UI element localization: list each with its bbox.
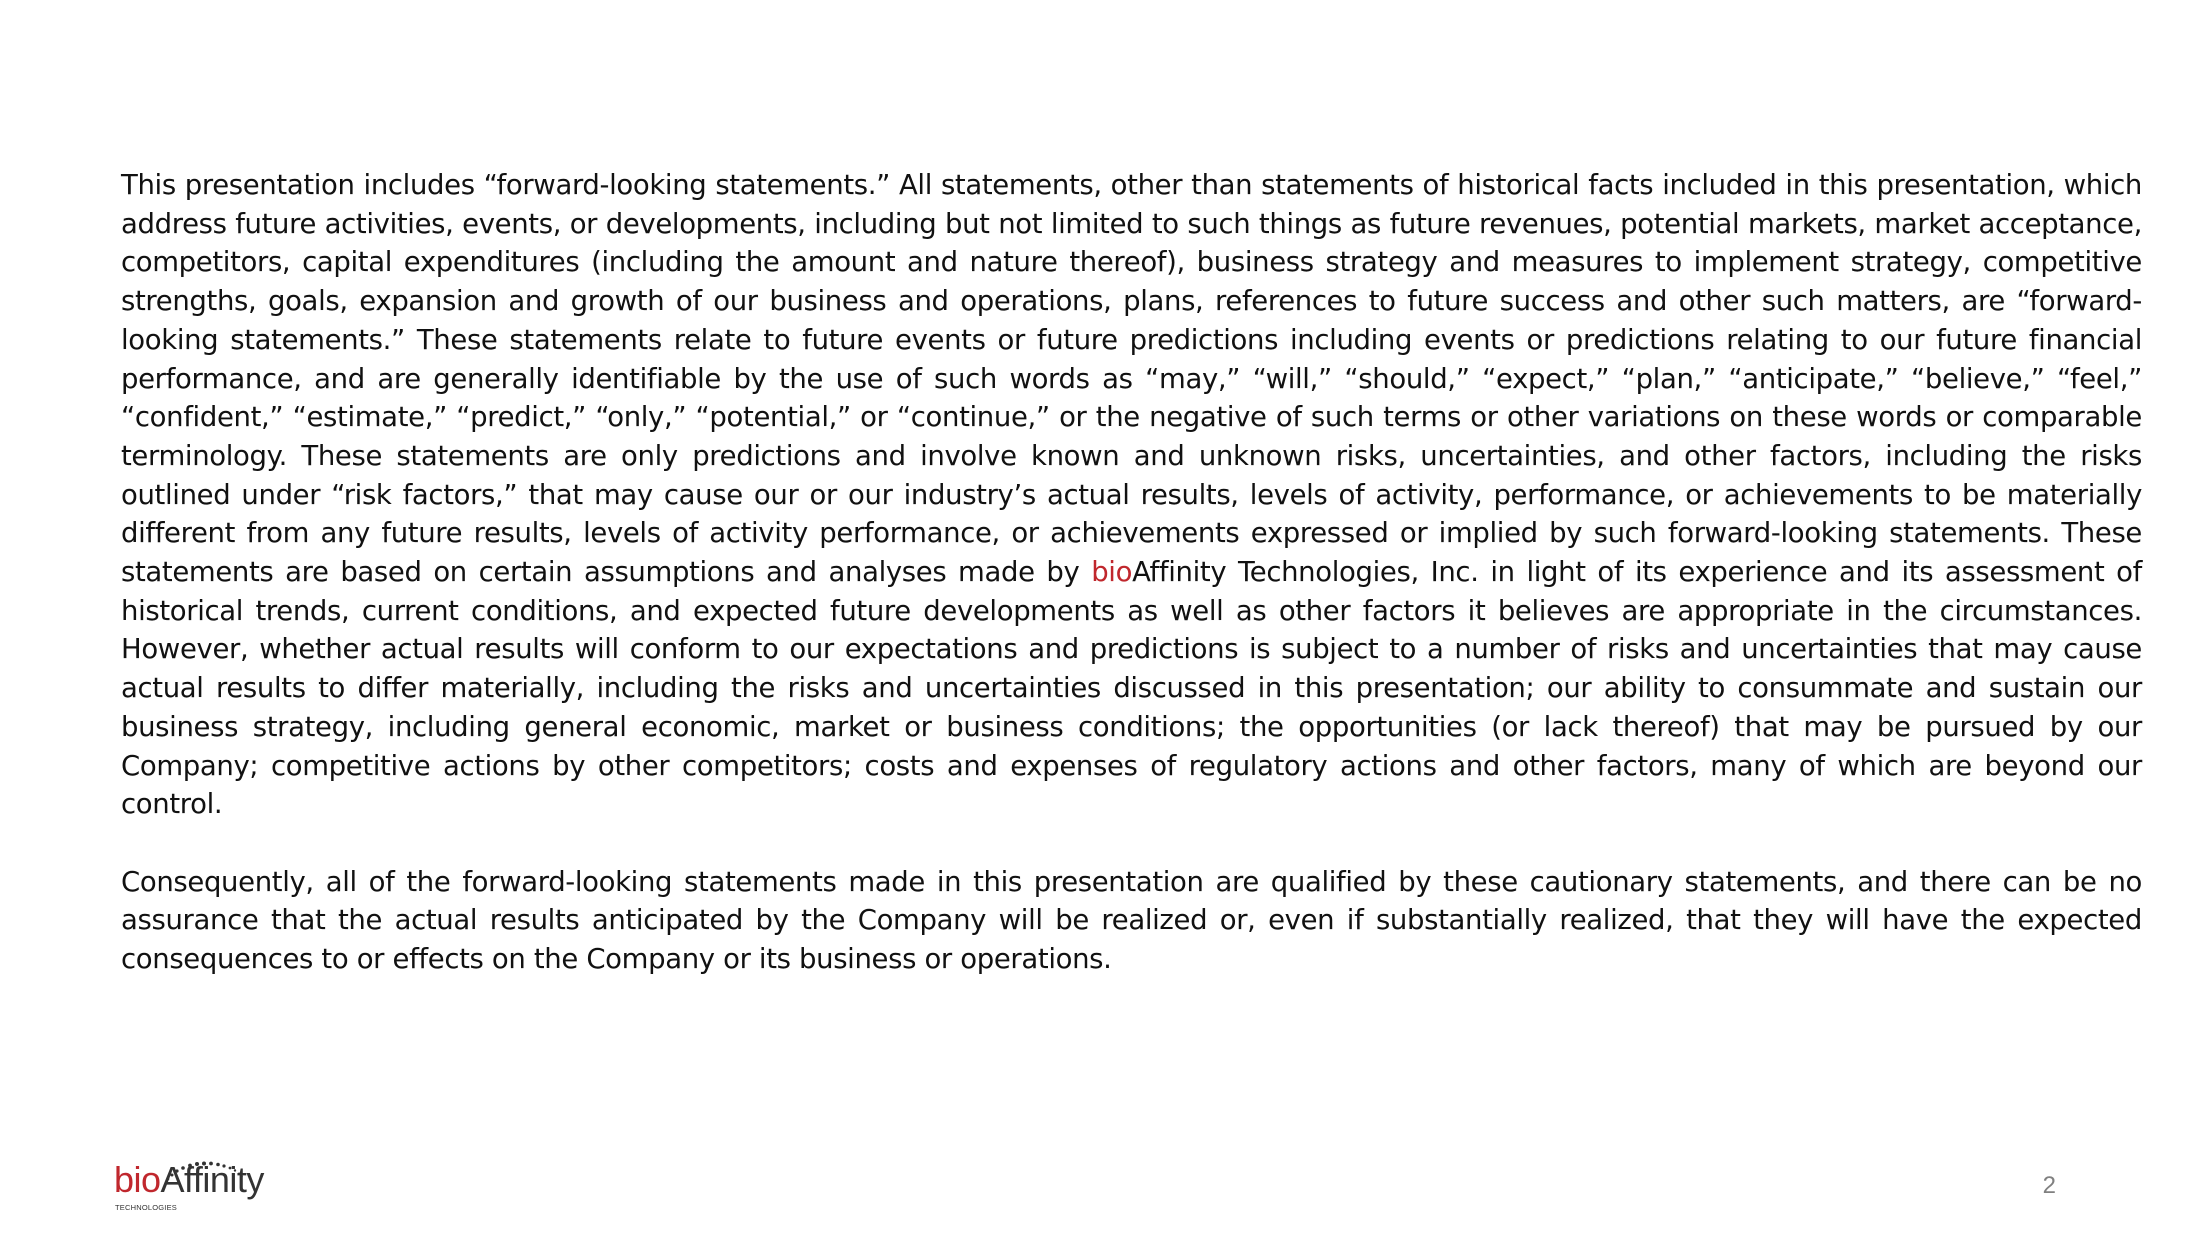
- disclaimer-p1-before-brand: This presentation includes “forward-looking statements.” All statements, other than statements of historical facts included in this presentation, which address future activities, events, or developments, including but not limited to such things as future revenues, potential markets, market acceptance, competitors, capital expenditures (including the amount and nature thereof), business strategy and measures to implement strategy, competitive strengths, goals, expansion and growth of our business and operations, plans, references to future success and other such matters, are “forward-looking statements.” These statements relate to future events or future predictions including events or predictions relating to our future financial performance, and are generally identifiable by the use of such words as “may,” “will,” “should,” “expect,” “plan,” “anticipate,” “believe,” “feel,” “confident,” “estimate,” “predict,” “only,” “potential,” or “continue,” or the negative of such terms or other variations on these words or comparable terminology. These statements are only predictions and involve known and unknown risks, uncertainties, and other factors, including the risks outlined under “risk factors,” that may cause our or our industry’s actual results, levels of activity, performance, or achievements to be materially different from any future results, levels of activity performance, or achievements expressed or implied by such forward-looking statements. These statements are based on certain assumptions and analyses made by: [121, 169, 2142, 589]
- logo-affinity: Affinity: [160, 1159, 264, 1200]
- logo-subtitle: TECHNOLOGIES: [115, 1203, 177, 1212]
- bioaffinity-logo: [112, 1146, 282, 1216]
- disclaimer-paragraph-1: [121, 166, 2142, 824]
- logo-wordmark: [114, 1159, 264, 1200]
- disclaimer-p1-after-brand: Affinity Technologies, Inc. in light of its experience and its assessment of historical trends, current conditions, and expected future developments as well as other factors it believes are appropriate in the circumstances. However, whether actual results will conform to our expectations and predictions is subject to a number of risks and uncertainties that may cause actual results to differ materially, including the risks and uncertainties discussed in this presentation; our ability to consummate and sustain our business strategy, including general economic, market or business conditions; the opportunities (or lack thereof) that may be pursued by our Company; competitive actions by other competitors; costs and expenses of regulatory actions and other factors, many of which are beyond our control.: [121, 556, 2142, 821]
- logo-bio: bio: [114, 1159, 161, 1200]
- page-number: 2: [2042, 1172, 2056, 1199]
- disclaimer-text: [121, 166, 2142, 979]
- brand-name-bio: bio: [1091, 556, 1133, 589]
- disclaimer-paragraph-2: Consequently, all of the forward-looking statements made in this presentation are qualified by these cautionary statements, and there can be no assurance that the actual results anticipated by the Company will be realized or, even if substantially realized, that they will have the expected consequences to or effects on the Company or its business or operations.: [121, 865, 2142, 976]
